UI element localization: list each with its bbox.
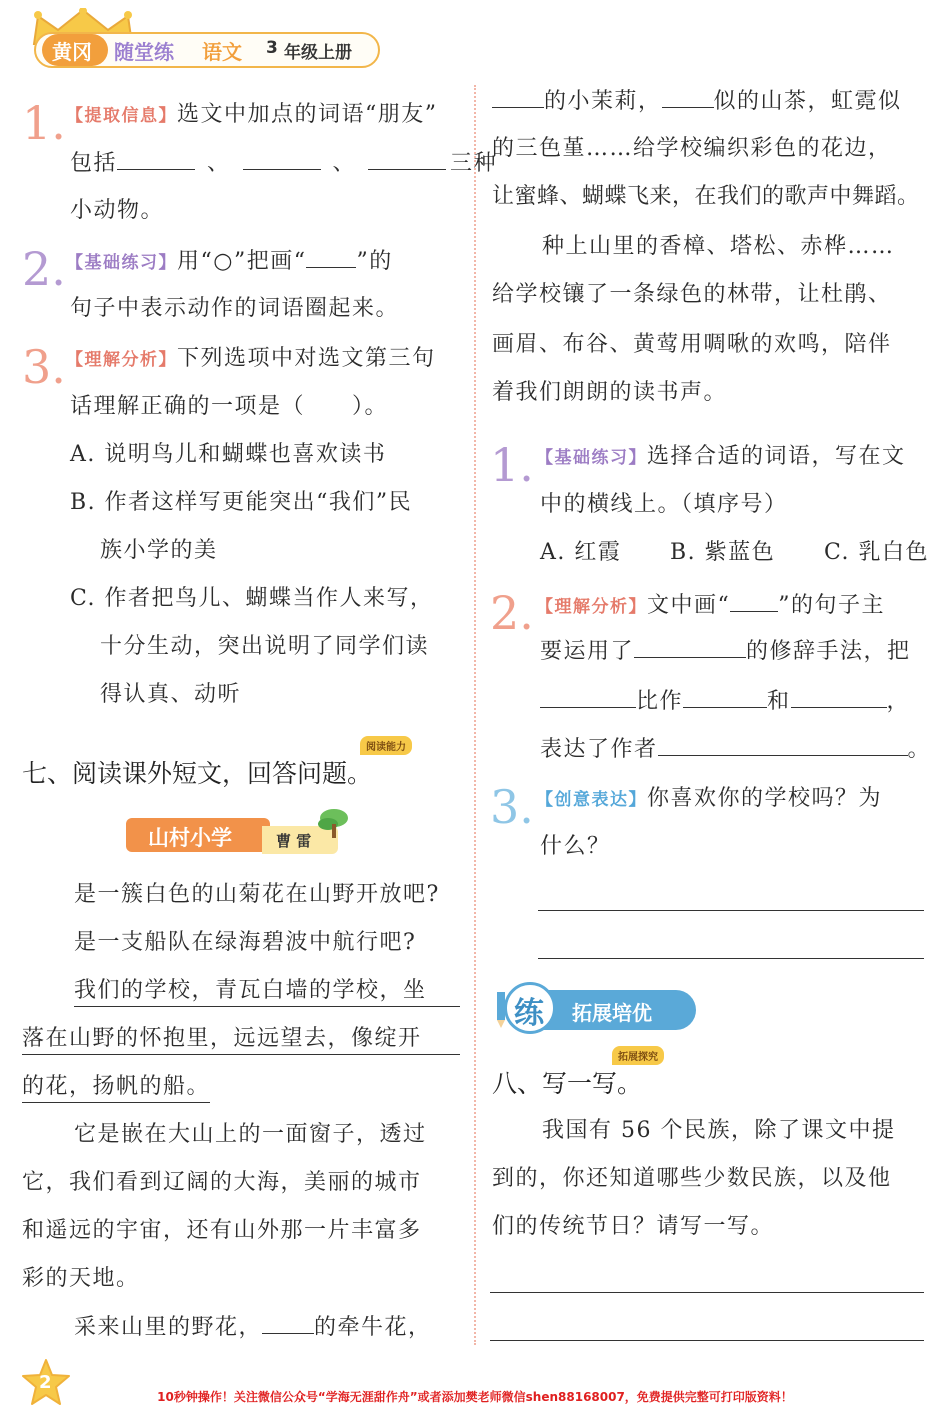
passage-cont-line-3: 让蜜蜂、蝴蝶飞来，在我们的歌声中舞蹈。 — [492, 184, 920, 209]
right-q1-line2: 中的横线上。（填序号） — [540, 492, 788, 517]
left-q1-line1 — [66, 100, 438, 131]
passage-line-6: 它是嵌在大山上的一面窗子，透过 — [74, 1122, 427, 1147]
answer-line[interactable] — [538, 958, 924, 959]
right-q2-3a: 比作 — [636, 689, 684, 714]
passage-cont-line-6: 画眉、布谷、黄莺用啁啾的欢鸣，陪伴 — [492, 332, 892, 357]
left-q3-optB2: 族小学的美 — [100, 538, 218, 563]
answer-blank[interactable] — [117, 148, 195, 170]
right-q2-line3 — [540, 686, 910, 717]
left-q1-suffix: 三种 — [450, 151, 498, 176]
right-q2-4a: 表达了作者 — [540, 737, 658, 762]
passage-line-5: 的花，扬帆的船。 — [22, 1072, 210, 1103]
left-q3-optC3: 得认真、动听 — [100, 682, 242, 707]
section7-title: 七、阅读课外短文，回答问题。 — [22, 759, 373, 788]
practice-banner — [490, 980, 702, 1036]
left-q3-tag: 【理解分析】 — [66, 350, 177, 370]
right-q2-4b: 。 — [907, 737, 932, 762]
passage-cont-line-5: 给学校镶了一条绿色的林带，让杜鹃、 — [492, 282, 892, 307]
right-q1-optB[interactable]: B. 紫蓝色 — [670, 540, 776, 565]
answer-blank[interactable] — [662, 86, 714, 108]
passage-cont-1b: 似的山茶，虹霓似 — [713, 89, 902, 114]
section8-badge: 拓展探究 — [612, 1046, 664, 1065]
right-q2-2a: 要运用了 — [540, 639, 635, 664]
left-q2-line2: 句子中表示动作的词语圈起来。 — [70, 296, 400, 321]
answer-blank[interactable] — [683, 686, 767, 708]
left-q2-text-a: 用“○”把画“ — [177, 249, 307, 274]
section8-title: 八、写一写。 — [492, 1069, 643, 1098]
header-grade-text: 年级上册 — [284, 43, 352, 63]
header-grade-num: 3 — [266, 38, 278, 58]
passage-author: 曹 雷 — [276, 832, 312, 850]
answer-line[interactable] — [490, 1292, 924, 1293]
left-q2-line1 — [66, 246, 393, 278]
header-brand: 黄冈 — [52, 40, 92, 64]
left-q1-text: 选文中加点的词语“朋友” — [177, 102, 438, 127]
left-q1-sep1: 、 — [207, 151, 231, 176]
right-q1-optA[interactable]: A. 红霞 — [540, 540, 622, 565]
left-q3-optB1[interactable]: B. 作者这样写更能突出“我们”民 — [70, 490, 413, 515]
header-banner — [8, 8, 388, 70]
left-q3-optA[interactable]: A. 说明鸟儿和蝴蝶也喜欢读书 — [70, 442, 387, 467]
passage-cont-line-1 — [492, 86, 902, 117]
right-q2-3c: ， — [886, 689, 911, 714]
left-q1-line3: 小动物。 — [70, 198, 165, 223]
practice-banner-char: 练 — [514, 996, 544, 1031]
answer-blank[interactable] — [262, 1312, 314, 1334]
passage-line-9: 彩的天地。 — [22, 1266, 140, 1291]
right-q3-text: 你喜欢你的学校吗？为 — [647, 786, 883, 811]
right-q2-tag: 【理解分析】 — [536, 597, 647, 617]
footer-note: 10秒钟操作！关注微信公众号“学海无涯甜作舟”或者添加樊老师微信shen88168007，免费提供完整可打印版资料！ — [157, 1390, 793, 1404]
passage-line-8: 和遥远的宇宙，还有山外那一片丰富多 — [22, 1218, 422, 1243]
answer-blank[interactable] — [730, 590, 778, 612]
left-q3-number: 3. — [22, 340, 66, 394]
column-divider — [474, 85, 476, 1345]
answer-blank[interactable] — [243, 148, 321, 170]
right-q1-number: 1. — [490, 438, 534, 492]
answer-blank[interactable] — [634, 636, 746, 658]
left-q3-line1 — [66, 344, 436, 375]
right-q1-optC[interactable]: C. 乳白色 — [824, 540, 930, 565]
passage-line-10-b: 的牵牛花， — [314, 1315, 432, 1340]
left-q1-sep2: 、 — [332, 151, 357, 176]
passage-cont-1a: 的小茉莉， — [544, 89, 662, 114]
left-q2-number: 2. — [22, 242, 66, 296]
answer-blank[interactable] — [658, 734, 908, 756]
passage-line-2: 是一支船队在绿海碧波中航行吧? — [74, 930, 417, 955]
section7-badge: 阅读能力 — [360, 736, 412, 755]
answer-blank[interactable] — [306, 246, 356, 268]
passage-line-1: 是一簇白色的山菊花在山野开放吧? — [74, 882, 440, 907]
left-q1-prefix: 包括 — [70, 151, 118, 176]
passage-cont-line-4: 种上山里的香樟、塔松、赤桦…… — [542, 234, 895, 259]
right-q1-text: 选择合适的词语，写在文 — [647, 444, 906, 469]
right-q3-line1 — [536, 784, 882, 815]
answer-line[interactable] — [490, 1340, 924, 1341]
header-subject: 语文 — [202, 40, 242, 64]
passage-line-4: 落在山野的怀抱里，远远望去，像绽开 — [22, 1024, 460, 1055]
left-q1-line2 — [70, 148, 497, 179]
answer-line[interactable] — [538, 910, 924, 911]
right-q1-tag: 【基础练习】 — [536, 448, 647, 468]
left-q2-text-b: ”的 — [356, 249, 393, 274]
passage-cont-line-2: 的三色堇……给学校编织彩色的花边， — [492, 136, 892, 161]
passage-line-10 — [74, 1312, 432, 1343]
section8-line-1: 我国有 56 个民族，除了课文中提 — [542, 1118, 896, 1143]
right-q1-line1 — [536, 442, 906, 473]
left-q1-tag: 【提取信息】 — [66, 106, 177, 126]
practice-banner-text: 拓展培优 — [572, 1001, 652, 1025]
right-q2-number: 2. — [490, 586, 534, 640]
right-q2-line4 — [540, 734, 931, 765]
right-q2-text-b: ”的句子主 — [778, 593, 885, 618]
answer-blank[interactable] — [791, 686, 887, 708]
passage-line-3: 我们的学校，青瓦白墙的学校，坐 — [74, 976, 460, 1007]
section8-line-2: 到的，你还知道哪些少数民族，以及他 — [492, 1166, 892, 1191]
page-number: 2 — [39, 1372, 52, 1393]
right-q3-number: 3. — [490, 780, 534, 834]
right-q2-text-a: 文中画“ — [647, 593, 731, 618]
left-q2-tag: 【基础练习】 — [66, 253, 177, 273]
right-q2-line2 — [540, 636, 911, 667]
right-q3-line2: 什么？ — [540, 834, 611, 859]
left-q3-text: 下列选项中对选文第三句 — [177, 346, 436, 371]
tree-icon — [316, 806, 352, 840]
answer-blank[interactable] — [368, 148, 446, 170]
right-q2-2b: 的修辞手法，把 — [746, 639, 911, 664]
left-q3-optC1[interactable]: C. 作者把鸟儿、蝴蝶当作人来写， — [70, 586, 434, 611]
pencil-icon — [490, 990, 512, 1030]
right-q2-line1 — [536, 590, 885, 622]
left-q1-number: 1. — [22, 96, 66, 150]
section8-line-3: 们的传统节日？请写一写。 — [492, 1214, 775, 1239]
left-q3-line2: 话理解正确的一项是（ ）。 — [70, 394, 389, 419]
passage-line-7: 它，我们看到辽阔的大海，美丽的城市 — [22, 1170, 422, 1195]
right-q3-tag: 【创意表达】 — [536, 790, 647, 810]
passage-line-10-a: 采来山里的野花， — [74, 1315, 263, 1340]
passage-title-box — [126, 816, 342, 854]
passage-cont-line-7: 着我们朗朗的读书声。 — [492, 380, 728, 405]
answer-blank[interactable] — [492, 86, 544, 108]
header-series: 随堂练 — [114, 40, 174, 64]
passage-title: 山村小学 — [148, 826, 232, 850]
right-q2-3b: 和 — [767, 689, 791, 714]
left-q3-optC2: 十分生动，突出说明了同学们读 — [100, 634, 430, 659]
answer-blank[interactable] — [540, 686, 636, 708]
